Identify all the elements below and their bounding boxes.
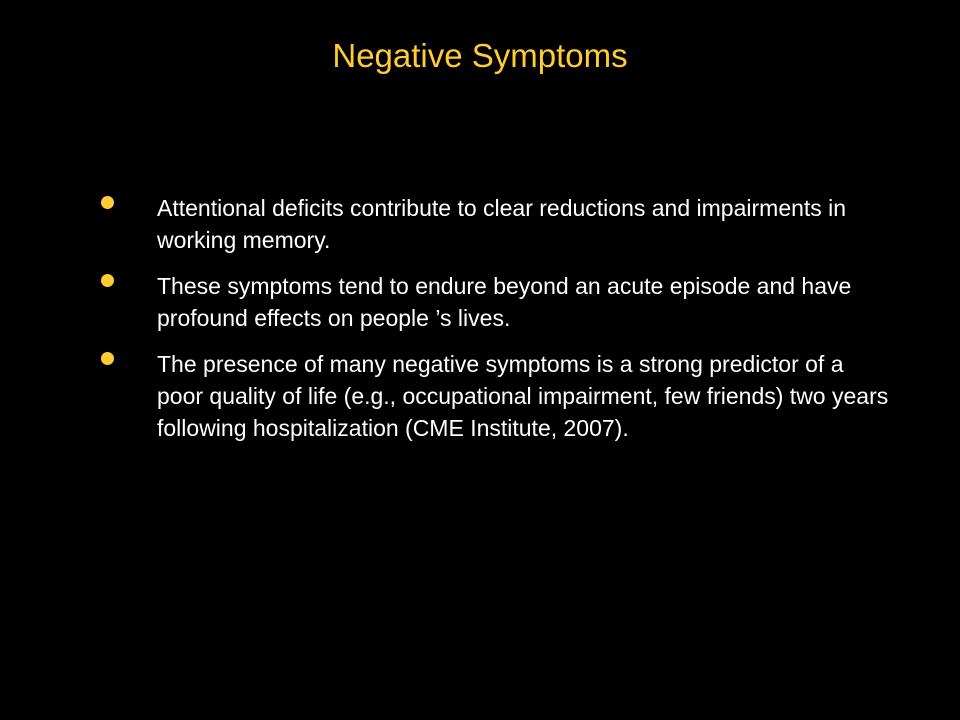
bullet-text: These symptoms tend to endure beyond an acute episode and have profound effects on people ’s lives. bbox=[157, 273, 852, 331]
bullet-list bbox=[0, 192, 960, 458]
bullet-dot-icon bbox=[101, 352, 114, 365]
slide-title: Negative Symptoms bbox=[332, 37, 628, 74]
bullet-item bbox=[0, 348, 960, 444]
bullet-dot-icon bbox=[101, 274, 114, 287]
bullet-dot-icon bbox=[101, 196, 114, 209]
bullet-text: Attentional deficits contribute to clear reductions and impairments in working memory. bbox=[157, 195, 847, 253]
bullet-text: The presence of many negative symptoms is a strong predictor of a poor quality of life (e.g., occupational impairment, few friends) two years following hospitalization (CME Institute, 2007). bbox=[157, 351, 889, 441]
bullet-item bbox=[0, 270, 960, 334]
bullet-item bbox=[0, 192, 960, 256]
